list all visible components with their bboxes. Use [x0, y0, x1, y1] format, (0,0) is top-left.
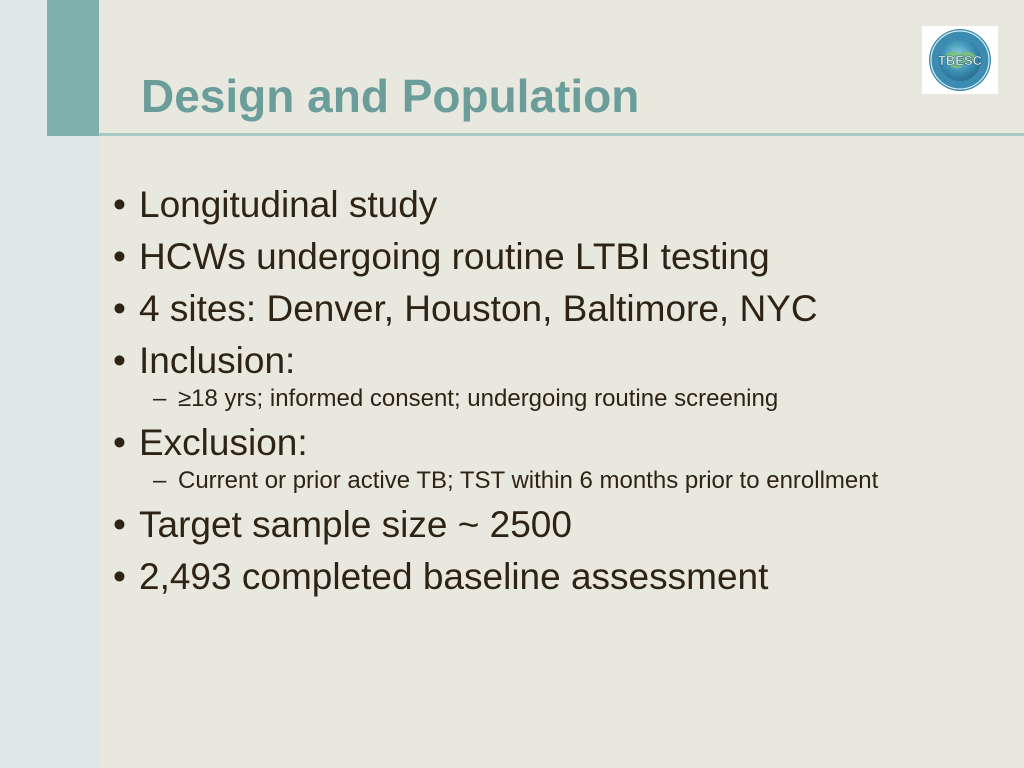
bullet-text: Target sample size ~ 2500	[139, 504, 572, 545]
sub-bullet-text: Current or prior active TB; TST within 6 months prior to enrollment	[178, 467, 879, 494]
title-accent-block	[47, 0, 99, 136]
bullet-text: HCWs undergoing routine LTBI testing	[139, 236, 770, 277]
bullet-marker: •	[113, 184, 126, 225]
tbesc-logo	[922, 26, 998, 94]
sub-bullet-item	[113, 466, 993, 496]
bullet-text: 4 sites: Denver, Houston, Baltimore, NYC	[139, 288, 818, 329]
bullet-text: Inclusion:	[139, 340, 296, 381]
bullet-text: Exclusion:	[139, 422, 308, 463]
title-divider	[99, 133, 1024, 136]
sub-bullet-marker: –	[153, 385, 167, 412]
bullet-marker: •	[113, 340, 126, 381]
bullet-item	[113, 234, 993, 280]
bullet-item	[113, 554, 993, 600]
bullet-text: 2,493 completed baseline assessment	[139, 556, 769, 597]
left-margin-band	[0, 0, 47, 768]
sub-bullet-item	[113, 384, 993, 414]
bullet-item	[113, 502, 993, 548]
sub-bullet-marker: –	[153, 467, 167, 494]
bullet-marker: •	[113, 422, 126, 463]
slide-title: Design and Population	[141, 70, 640, 122]
sub-bullet-text: ≥18 yrs; informed consent; undergoing routine screening	[178, 385, 779, 412]
svg-text:TBESC: TBESC	[937, 53, 983, 68]
bullet-list	[113, 182, 993, 600]
bullet-marker: •	[113, 556, 126, 597]
bullet-item	[113, 338, 993, 384]
left-margin-band-lower	[47, 136, 99, 768]
bullet-item	[113, 182, 993, 228]
bullet-text: Longitudinal study	[139, 184, 438, 225]
bullet-marker: •	[113, 288, 126, 329]
bullet-item	[113, 420, 993, 466]
bullet-item	[113, 286, 993, 332]
bullet-marker: •	[113, 504, 126, 545]
bullet-marker: •	[113, 236, 126, 277]
